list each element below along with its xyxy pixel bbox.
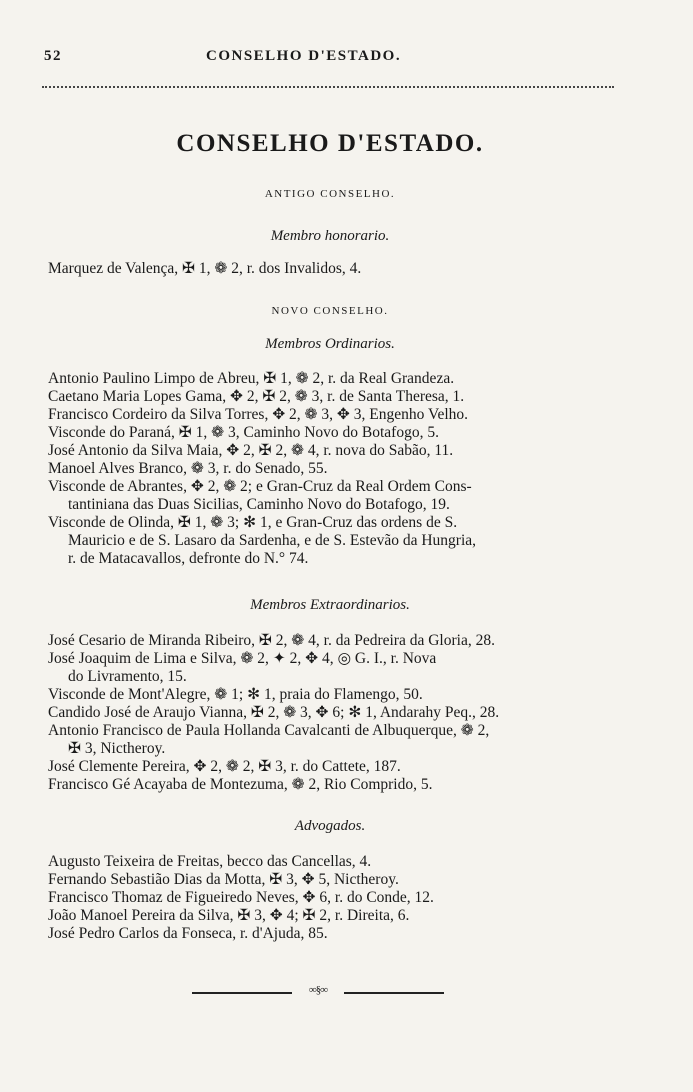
ornament-center: ∞§∞ [308, 984, 328, 996]
entry-line: José Clemente Pereira, ✥ 2, ❁ 2, ✠ 3, r. do Cattete, 187. [48, 758, 401, 775]
entry-line: Visconde de Abrantes, ✥ 2, ❁ 2; e Gran-Cruz da Real Ordem Cons- [48, 478, 472, 495]
subheading-membros-extraordinarios: Membros Extraordinarios. [250, 597, 410, 613]
header-rule [42, 86, 614, 88]
subheading-membros-ordinarios: Membros Ordinarios. [265, 336, 395, 352]
entry-line: Francisco Gé Acayaba de Montezuma, ❁ 2, Rio Comprido, 5. [48, 776, 433, 793]
entry-line: Antonio Paulino Limpo de Abreu, ✠ 1, ❁ 2, r. da Real Grandeza. [48, 370, 455, 387]
tailpiece-ornament [192, 984, 444, 996]
subheading-membro-honorario: Membro honorario. [270, 228, 390, 244]
entry-line: Manoel Alves Branco, ❁ 3, r. do Senado, 55. [48, 460, 328, 477]
entry-line: Marquez de Valença, ✠ 1, ❁ 2, r. dos Invalidos, 4. [48, 260, 362, 277]
entry-line: José Antonio da Silva Maia, ✥ 2, ✠ 2, ❁ 4, r. nova do Sabão, 11. [48, 442, 454, 459]
section-heading-antigo: ANTIGO CONSELHO. [264, 188, 396, 200]
running-title: CONSELHO D'ESTADO. [206, 48, 402, 64]
entry-line-continued: ✠ 3, Nictheroy. [68, 740, 166, 757]
entry-line: Visconde de Olinda, ✠ 1, ❁ 3; ✻ 1, e Gran-Cruz das ordens de S. [48, 514, 458, 531]
entry-line-continued: tantiniana das Duas Sicilias, Caminho Novo do Botafogo, 19. [68, 496, 450, 513]
page-title: CONSELHO D'ESTADO. [176, 130, 484, 157]
entry-line: Caetano Maria Lopes Gama, ✥ 2, ✠ 2, ❁ 3, r. de Santa Theresa, 1. [48, 388, 465, 405]
subheading-advogados: Advogados. [294, 818, 366, 834]
entry-line-continued: do Livramento, 15. [68, 668, 187, 685]
entry-line: Visconde de Mont'Alegre, ❁ 1; ✻ 1, praia do Flamengo, 50. [48, 686, 423, 703]
entry-line: Augusto Teixeira de Freitas, becco das Cancellas, 4. [48, 853, 372, 870]
entry-line: José Cesario de Miranda Ribeiro, ✠ 2, ❁ 4, r. da Pedreira da Gloria, 28. [48, 632, 495, 649]
page-number: 52 [44, 48, 62, 64]
entry-line: Fernando Sebastião Dias da Motta, ✠ 3, ✥ 5, Nictheroy. [48, 871, 399, 888]
entry-line: José Joaquim de Lima e Silva, ❁ 2, ✦ 2, ✥ 4, ◎ G. I., r. Nova [48, 650, 437, 667]
ornament-rule-left [192, 992, 292, 994]
entry-line: Francisco Cordeiro da Silva Torres, ✥ 2, ❁ 3, ✥ 3, Engenho Velho. [48, 406, 469, 423]
entry-line: Visconde do Paraná, ✠ 1, ❁ 3, Caminho Novo do Botafogo, 5. [48, 424, 439, 441]
entry-line: Antonio Francisco de Paula Hollanda Cavalcanti de Albuquerque, ❁ 2, [48, 722, 490, 739]
entry-line: Francisco Thomaz de Figueiredo Neves, ✥ 6, r. do Conde, 12. [48, 889, 434, 906]
section-heading-novo: NOVO CONSELHO. [271, 305, 389, 317]
entry-line: João Manoel Pereira da Silva, ✠ 3, ✥ 4; ✠ 2, r. Direita, 6. [48, 907, 410, 924]
ornament-rule-right [344, 992, 444, 994]
entry-line: Candido José de Araujo Vianna, ✠ 2, ❁ 3, ✥ 6; ✻ 1, Andarahy Peq., 28. [48, 704, 500, 721]
entry-line-continued: Mauricio e de S. Lasaro da Sardenha, e de S. Estevão da Hungria, [68, 532, 477, 549]
entry-line-continued: r. de Matacavallos, defronte do N.° 74. [68, 550, 309, 567]
entry-line: José Pedro Carlos da Fonseca, r. d'Ajuda, 85. [48, 925, 328, 942]
